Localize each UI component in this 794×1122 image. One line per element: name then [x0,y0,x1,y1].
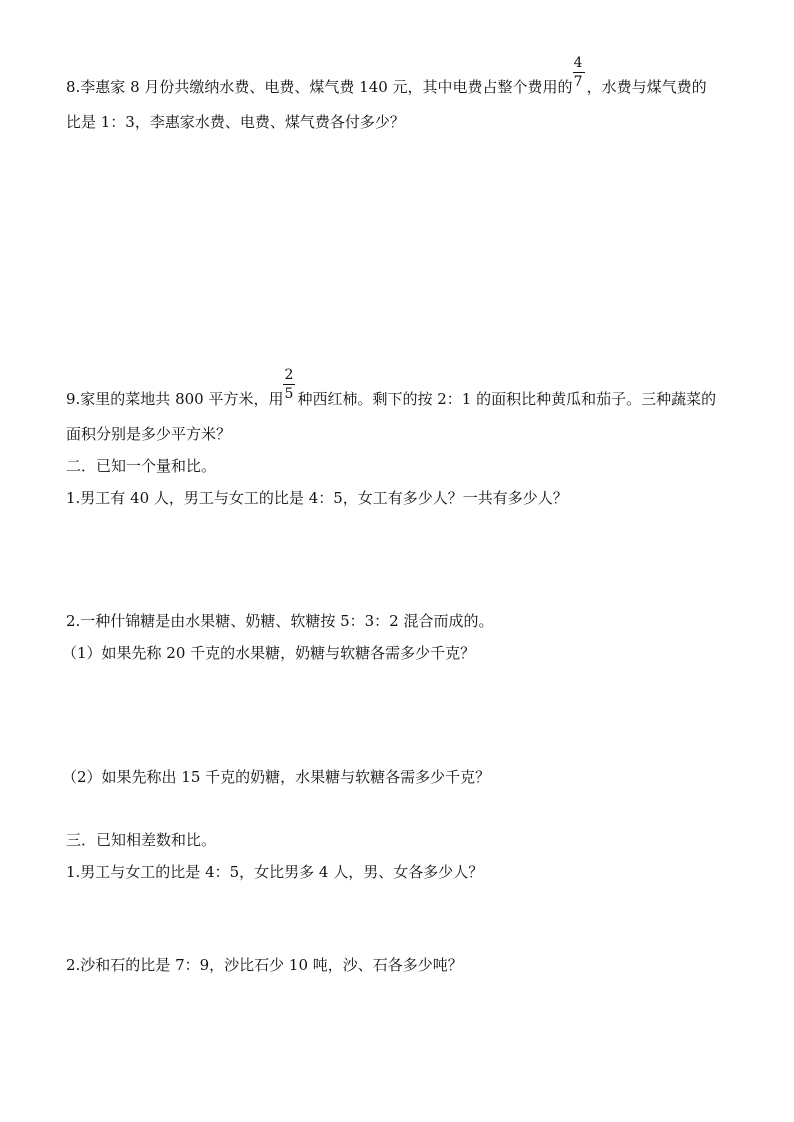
q8-fraction-denominator: 7 [573,74,583,90]
q9-text-a: 9.家里的菜地共 800 平方米，用 [66,390,284,408]
q8-text-b: ，水费与煤气费的 [586,78,707,96]
q8-line-2: 比是 1：3，李惠家水费、电费、煤气费各付多少？ [66,113,405,131]
q8-fraction [573,55,587,97]
q9-line-1 [66,367,717,409]
q8-text-a: 8.李惠家 8 月份共缴纳水费、电费、煤气费 140 元，其中电费占整个费用的 [66,78,573,96]
section-2-heading: 二．已知一个量和比。 [66,457,217,475]
section-3-heading: 三．已知相差数和比。 [66,831,217,849]
section-3-question-1: 1.男工与女工的比是 4：5，女比男多 4 人，男、女各多少人？ [66,863,484,881]
section-2-question-1: 1.男工有 40 人，男工与女工的比是 4：5，女工有多少人？一共有多少人？ [66,489,568,507]
section-2-question-2-part-1: （1）如果先称 20 千克的水果糖，奶糖与软糖各需多少千克？ [62,644,476,662]
q9-fraction-denominator: 5 [284,386,294,402]
section-2-question-2: 2.一种什锦糖是由水果糖、奶糖、软糖按 5：3：2 混合而成的。 [66,612,494,630]
q9-fraction [283,367,297,409]
q8-line-1 [66,55,707,97]
section-3-question-2: 2.沙和石的比是 7：9，沙比石少 10 吨，沙、石各多少吨？ [66,956,463,974]
fraction-bar [573,72,585,73]
q8-fraction-numerator: 4 [573,55,583,71]
q9-line-2: 面积分别是多少平方米？ [66,425,232,443]
q9-text-b: 种西红柿。剩下的按 2：1 的面积比种黄瓜和茄子。三种蔬菜的 [297,390,717,408]
q9-fraction-numerator: 2 [284,367,294,383]
section-2-question-2-part-2: （2）如果先称出 15 千克的奶糖，水果糖与软糖各需多少千克？ [62,768,491,786]
fraction-bar [283,384,295,385]
